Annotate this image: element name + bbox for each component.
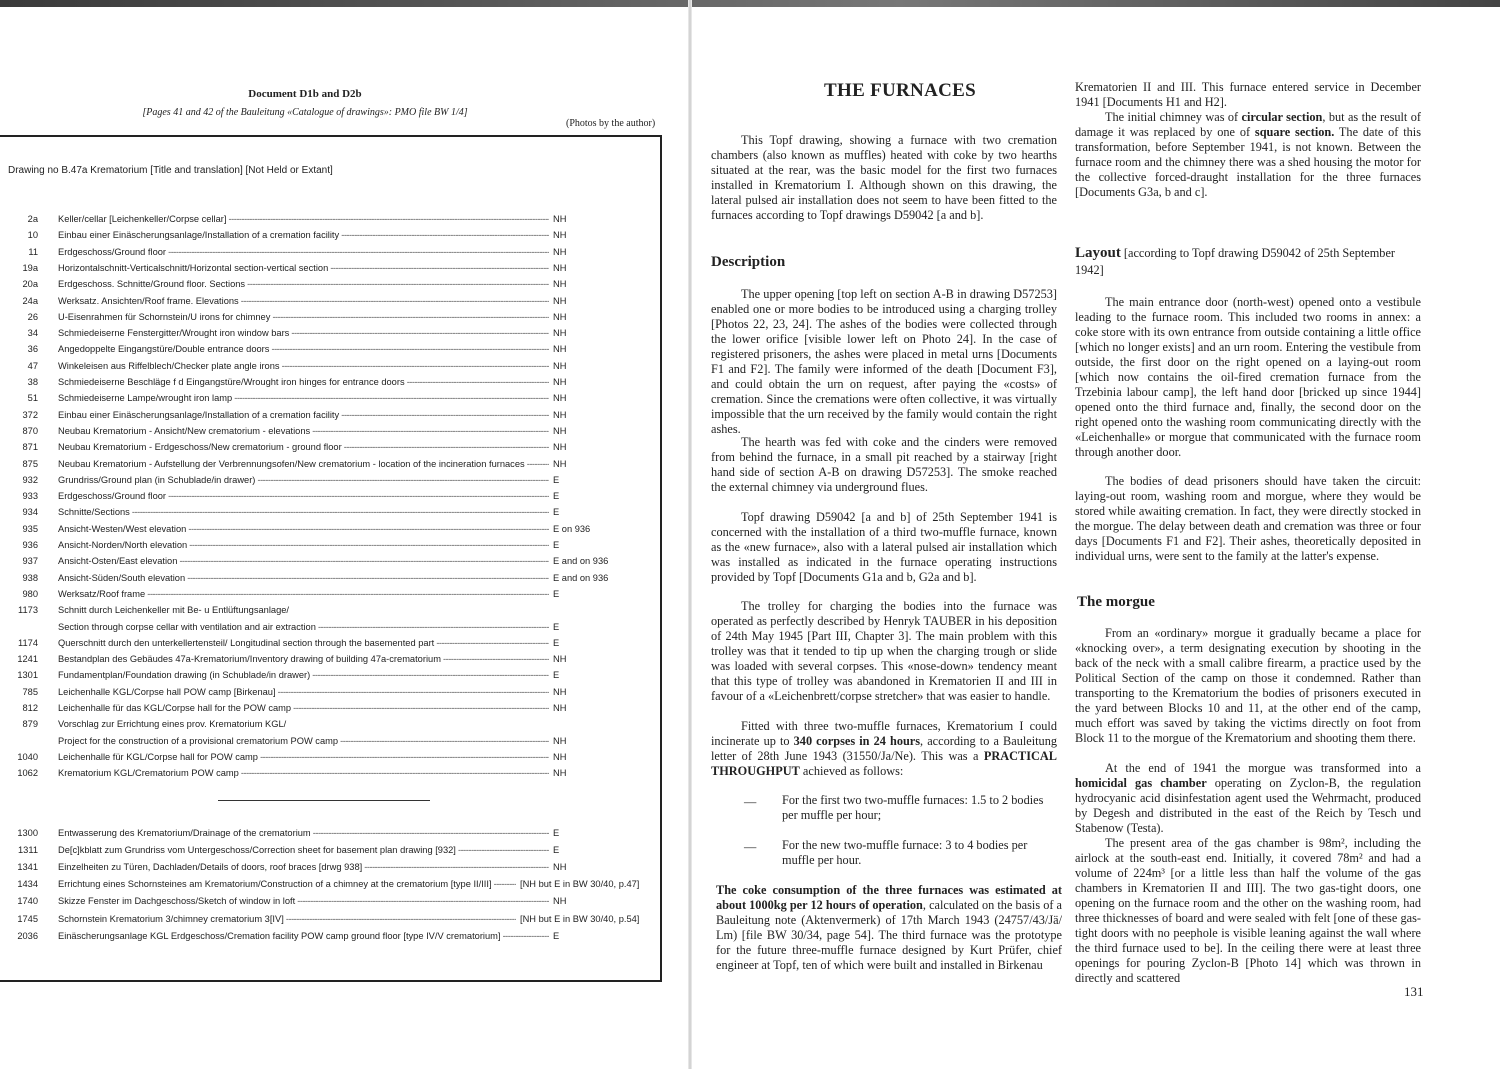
drawing-status: E bbox=[553, 507, 560, 518]
drawing-number: 1062 bbox=[17, 768, 38, 779]
drawing-number: 2036 bbox=[17, 930, 38, 941]
description-paragraph-3: Topf drawing D59042 [a and b] of 25th September 1941 is concerned with the installation of a third two-muffle furnace, known as the «new furnace», also with a lateral pulsed air installation which was installed as indicated in the furnace operating instructions provided by Topf [Documents G1a and b, G2a and b]. bbox=[711, 510, 1057, 584]
drawing-row bbox=[0, 928, 660, 944]
drawing-row bbox=[0, 619, 660, 635]
drawing-row bbox=[0, 537, 660, 553]
drawing-number: 1241 bbox=[17, 654, 38, 665]
drawing-status: NH bbox=[553, 862, 567, 873]
drawing-status: NH bbox=[553, 751, 567, 762]
drawing-row bbox=[0, 325, 660, 341]
drawing-row bbox=[0, 293, 660, 309]
drawing-status: NH bbox=[553, 442, 567, 453]
drawing-number: 1300 bbox=[17, 828, 38, 838]
drawing-status: NH bbox=[553, 311, 567, 322]
drawing-number: 870 bbox=[22, 425, 38, 436]
drawing-description: Angedoppelte Eingangstüre/Double entrance doors ----- bbox=[58, 341, 549, 357]
drawing-row bbox=[0, 456, 660, 472]
list-dash-2: — bbox=[744, 840, 757, 854]
description-paragraph-1: The upper opening [top left on section A-B in drawing D57253] enabled one or more bodies to be introduced using a charging trolley [Photos 22, 23, 24]. The ashes of the bodies were collected through the lower orifice [visible lower left on Photo 24]. In the case of registered prisoners, the ashes were placed in metal urns [Documents F1 and F2]. The family were informed of the death [Document F3], and could obtain the urn on request, after paying the «costs» of cremation. Since the cremations were often collective, it was virtually impossible that the urn received by the family would contain the right ashes. bbox=[711, 287, 1057, 436]
drawing-description: Keller/cellar [Leichenkeller/Corpse cellar] ----- bbox=[58, 211, 549, 227]
drawing-status: NH bbox=[553, 896, 567, 907]
intro-paragraph: This Topf drawing, showing a furnace with two cremation chambers (also known as muffles) heated with coke by two hearths situated at the rear, was the basic model for the first two furnaces installed in Krematorium I. Although shown on this drawing, the lateral pulsed air installation does not seem to have been fitted to the furnaces according to Topf drawings D59042 [a and b]. bbox=[711, 133, 1057, 222]
drawing-row bbox=[0, 390, 660, 406]
drawing-description: Schmiedeiserne Beschläge f d Eingangstüre/Wrought iron hinges for entrance doors ----- bbox=[58, 374, 549, 390]
throughput-item-1: For the first two two-muffle furnaces: 1.5 to 2 bodies per muffle per hour; bbox=[782, 793, 1044, 822]
throughput-item-2: For the new two-muffle furnace: 3 to 4 bodies per muffle per hour. bbox=[782, 838, 1028, 867]
drawing-row bbox=[0, 374, 660, 390]
drawing-row bbox=[0, 635, 660, 651]
drawing-description: Krematorium KGL/Crematorium POW camp ----- bbox=[58, 765, 549, 781]
drawing-status: NH bbox=[553, 735, 567, 746]
drawing-status: E bbox=[553, 491, 560, 502]
drawing-row bbox=[0, 341, 660, 357]
drawing-number: 933 bbox=[22, 491, 38, 502]
drawing-description: Entwasserung des Krematorium/Drainage of the crematorium ----- bbox=[58, 825, 549, 841]
drawing-number: 936 bbox=[22, 540, 38, 550]
throughput-text-a: Fitted with three two-muffle furnaces, Krematorium I could incinerate up to bbox=[711, 719, 1057, 748]
photos-note: (Photos by the author) bbox=[566, 118, 656, 129]
drawing-description: Schmiedeiserne Fenstergitter/Wrought iron window bars ----- bbox=[58, 325, 549, 341]
throughput-text-b: , according to a Bauleitung letter of 28th June 1943 (31550/Ja/Ne). This was a bbox=[711, 734, 1057, 763]
drawing-row bbox=[0, 700, 660, 716]
drawing-status: E bbox=[553, 588, 560, 599]
drawing-status: NH bbox=[553, 654, 567, 665]
chimney-paragraph bbox=[1075, 110, 1421, 200]
drawing-status: NH bbox=[553, 344, 567, 355]
drawing-row bbox=[0, 825, 660, 841]
drawing-number: 1174 bbox=[18, 637, 38, 648]
document-title: Document D1b and D2b bbox=[248, 88, 362, 100]
drawing-row bbox=[0, 521, 660, 537]
drawing-row bbox=[0, 859, 660, 875]
drawing-description: Neubau Krematorium - Erdgeschoss/New crematorium - ground floor ----- bbox=[58, 439, 549, 455]
drawing-description: Section through corpse cellar with ventilation and air extraction ----- bbox=[58, 619, 549, 635]
drawing-status: NH bbox=[553, 328, 567, 339]
drawing-number: 1040 bbox=[17, 751, 38, 762]
throughput-bold-a: 340 corpses in 24 hours bbox=[793, 734, 921, 748]
chimney-text-c: The date of this transformation, before September 1941, is not known. Between the furnace room and the chimney there was a shed housing the motor for the collective forced-draught installation for the three furnaces [Documents G3a, b and c]. bbox=[1075, 125, 1421, 199]
drawing-description: Erdgeschoss/Ground floor ----- bbox=[58, 244, 549, 260]
drawing-row bbox=[0, 651, 660, 667]
drawing-description: Leichenhalle für KGL/Corpse hall for POW camp ----- bbox=[58, 749, 549, 765]
gas-text-a: At the end of 1941 the morgue was transformed into a bbox=[1105, 761, 1421, 775]
drawing-status: E bbox=[553, 930, 560, 941]
drawing-number: 24a bbox=[22, 295, 38, 306]
drawing-description: Skizze Fenster im Dachgeschoss/Sketch of window in loft ----- bbox=[58, 893, 549, 909]
throughput-bold-b: PRACTICAL THROUGHPUT bbox=[711, 749, 1057, 778]
drawing-status: E bbox=[553, 474, 560, 485]
list-separator bbox=[218, 800, 430, 801]
drawing-row bbox=[0, 276, 660, 292]
drawing-status: E bbox=[553, 828, 560, 838]
drawing-row bbox=[0, 733, 660, 749]
drawing-row bbox=[0, 602, 660, 618]
description-paragraph-2: The hearth was fed with coke and the cinders were removed from behind the furnace, in a small pit reached by a stairway [right hand side of section A-B on drawing D57253]. The smoke reached the external chimney via underground flues. bbox=[711, 435, 1057, 494]
drawing-status: E bbox=[553, 637, 560, 648]
drawing-status: E bbox=[553, 540, 560, 550]
drawing-description: Leichenhalle KGL/Corpse hall POW camp [Birkenau] ----- bbox=[58, 684, 549, 700]
right-paragraph-0: Krematorien II and III. This furnace entered service in December 1941 [Documents H1 and H2]. bbox=[1075, 80, 1421, 109]
drawing-number: 1434 bbox=[17, 879, 38, 890]
drawing-status: NH bbox=[553, 768, 567, 779]
description-heading: Description bbox=[711, 254, 786, 270]
drawing-row bbox=[0, 472, 660, 488]
drawing-description: Schornstein Krematorium 3/chimney crematorium 3[IV] ----- bbox=[58, 911, 516, 927]
morgue-heading: The morgue bbox=[1077, 594, 1155, 610]
drawing-description: Neubau Krematorium - Aufstellung der Verbrennungsofen/New crematorium - location of the incineration furnaces ----- bbox=[58, 456, 549, 472]
drawing-row bbox=[0, 504, 660, 520]
drawing-status: NH bbox=[553, 703, 567, 713]
drawing-number: 871 bbox=[22, 442, 38, 453]
drawing-row bbox=[0, 570, 660, 586]
coke-text: , calculated on the basis of a Bauleitung note (Aktenvermerk) of 17th March 1943 (24757/43/Jä/ Lm) [file BW 30/34, page 54]. The third furnace was the prototype for the future three-muffle furnace designed by Kurt Prüfer, chief engineer at Topf, ten of which were built and installed in Birkenau bbox=[716, 898, 1062, 972]
drawing-description: Project for the construction of a provisional crematorium POW camp ----- bbox=[58, 733, 549, 749]
drawing-description: Ansicht-Norden/North elevation ----- bbox=[58, 537, 549, 553]
chimney-bold-b: square section. bbox=[1254, 125, 1335, 139]
page-number: 131 bbox=[1404, 984, 1424, 999]
drawing-number: 934 bbox=[22, 507, 38, 518]
drawing-status: NH bbox=[553, 279, 567, 290]
drawing-description: Ansicht-Westen/West elevation ----- bbox=[58, 521, 549, 537]
drawing-row bbox=[0, 586, 660, 602]
gas-chamber-paragraph bbox=[1075, 761, 1421, 836]
morgue-paragraph: From an «ordinary» morgue it gradually became a place for «knocking over», a term designating execution by shooting in the back of the neck with a small calibre firearm, a practice used by the Political Section of the camp on those it condemned. Rather than transporting to the Krematorium the bodies of prisoners executed in the yard between Blocks 10 and 11, at the other end of the camp, much effort was saved by taking the victims directly on foot from Block 11 to the morgue of the Krematorium and shooting them there. bbox=[1075, 626, 1421, 745]
drawing-number: 1301 bbox=[17, 670, 38, 681]
drawing-description: Schnitt durch Leichenkeller mit Be- u Entlüftungsanlage/ bbox=[58, 605, 290, 616]
drawing-number: 51 bbox=[27, 393, 38, 404]
drawing-description: Werksatz/Roof frame ----- bbox=[58, 586, 549, 602]
drawing-row bbox=[0, 407, 660, 423]
drawing-row bbox=[0, 227, 660, 243]
drawing-description: Einäscherungsanlage KGL Erdgeschoss/Cremation facility POW camp ground floor [type IV/V crematorium] ----- bbox=[58, 928, 549, 944]
drawing-description: Fundamentplan/Foundation drawing (in Schublade/in drawer) ----- bbox=[58, 667, 549, 683]
drawing-description: Winkeleisen aus Riffelblech/Checker plate angle irons ----- bbox=[58, 358, 549, 374]
drawing-row bbox=[0, 309, 660, 325]
drawing-status: NH bbox=[553, 262, 567, 273]
drawing-number: 11 bbox=[28, 246, 38, 257]
drawing-status: E on 936 bbox=[553, 523, 591, 534]
drawing-row bbox=[0, 684, 660, 700]
drawing-number: 36 bbox=[27, 344, 38, 355]
drawing-number: 1311 bbox=[18, 845, 38, 856]
drawing-number: 20a bbox=[22, 279, 38, 290]
drawing-row bbox=[0, 211, 660, 227]
drawing-description: Grundriss/Ground plan (in Schublade/in drawer) ----- bbox=[58, 472, 549, 488]
drawing-status: NH bbox=[553, 230, 567, 241]
drawing-description: Einbau einer Einäscherungsanlage/Installation of a cremation facility ----- bbox=[58, 407, 549, 423]
drawing-number: 38 bbox=[27, 377, 38, 387]
drawing-description: Schnitte/Sections ----- bbox=[58, 504, 549, 520]
drawing-status: E and on 936 bbox=[553, 572, 609, 583]
drawing-number: 1341 bbox=[17, 862, 38, 873]
drawing-row bbox=[0, 260, 660, 276]
drawing-number: 1745 bbox=[17, 913, 38, 924]
drawing-number: 34 bbox=[27, 328, 38, 339]
throughput-paragraph bbox=[711, 719, 1057, 779]
drawing-row bbox=[0, 358, 660, 374]
drawing-description: Erdgeschoss. Schnitte/Ground floor. Sections ----- bbox=[58, 276, 549, 292]
drawing-row bbox=[0, 439, 660, 455]
drawing-status: E bbox=[553, 670, 560, 681]
drawing-number: 935 bbox=[22, 523, 38, 534]
drawing-row bbox=[0, 765, 660, 781]
drawing-status: [NH but E in BW 30/40, p.47] bbox=[520, 879, 640, 890]
list-dash-1: — bbox=[744, 795, 757, 809]
layout-heading-block bbox=[1075, 245, 1421, 279]
drawing-row bbox=[0, 244, 660, 260]
description-paragraph-4: The trolley for charging the bodies into the furnace was operated as perfectly described by Henryk TAUBER in his deposition of 24th May 1945 [Part III, Chapter 3]. The main problem with this trolley was that it tended to tip up when the charging trough or slide was loaded with several corpses. This «nose-down» tendency meant that this type of trolley was abandoned in Krematorien II and III in favour of a «Leichenbrett/corpse stretcher» that was easier to handle. bbox=[711, 599, 1057, 703]
drawing-status: NH bbox=[553, 425, 567, 436]
layout-paragraph: The main entrance door (north-west) opened onto a vestibule leading to the furnace room. This included two rooms in annex: a coke store with its own entrance from outside containing a little office [which no longer exists] and an urn room. Entering the vestibule from outside, the first door on the right opened on a laying-out room [which now contains the oil-fired cremation furnace from the Trzebinia labour camp], the left hand door [bricked up since 1944] opened onto the third furnace and, finally, the second door on the right opened onto the washing room communicating directly with the «Leichenhalle» or morgue that communicated with the furnace room through another door. bbox=[1075, 295, 1421, 459]
drawing-row bbox=[0, 423, 660, 439]
drawing-description: Bestandplan des Gebäudes 47a-Krematorium/Inventory drawing of building 47a-crematorium ----- bbox=[58, 651, 549, 667]
scan-top-edge bbox=[0, 0, 1500, 7]
drawing-status: NH bbox=[553, 393, 567, 404]
chimney-bold-a: circular section bbox=[1241, 110, 1323, 124]
drawings-table-header: Drawing no B.47a Krematorium [Title and translation] [Not Held or Extant] bbox=[8, 165, 333, 176]
drawing-row bbox=[0, 667, 660, 683]
drawing-row bbox=[0, 842, 660, 858]
chapter-title: THE FURNACES bbox=[824, 80, 976, 101]
gas-bold: homicidal gas chamber bbox=[1075, 776, 1207, 790]
drawing-number: 372 bbox=[22, 409, 38, 420]
drawing-status: E bbox=[553, 621, 560, 632]
drawing-row bbox=[0, 911, 660, 927]
drawing-description: Leichenhalle für das KGL/Corpse hall for the POW camp ----- bbox=[58, 700, 549, 716]
drawing-number: 10 bbox=[27, 230, 38, 241]
drawing-status: NH bbox=[553, 295, 567, 306]
drawing-number: 26 bbox=[27, 311, 38, 322]
circuit-paragraph: The bodies of dead prisoners should have taken the circuit: laying-out room, washing room and morgue, where they would be stored while awaiting cremation. In fact, they were directly stocked in the morgue. The delay between death and cremation was three or four days [Documents F1 and F2]. Their ashes, theoretically deposited in individual urns, were sent to the family at the latter's expense. bbox=[1075, 474, 1421, 563]
drawing-number: 812 bbox=[22, 703, 38, 713]
chimney-text-a: The initial chimney was of bbox=[1105, 110, 1242, 124]
drawing-number: 1740 bbox=[17, 896, 38, 907]
drawing-description: Schmiedeiserne Lampe/wrought iron lamp ----- bbox=[58, 390, 549, 406]
drawing-number: 938 bbox=[22, 572, 38, 583]
drawing-number: 2a bbox=[27, 214, 38, 224]
drawing-description: Einzelheiten zu Türen, Dachladen/Details of doors, roof braces [drwg 938] ----- bbox=[58, 859, 549, 875]
coke-consumption-paragraph bbox=[716, 883, 1062, 973]
drawing-number: 937 bbox=[22, 556, 38, 567]
gas-text-b: operating on Zyclon-B, the regulation hydrocyanic acid disinfestation agent used the Wehrmacht, produced by Degesh and distributed in the east of the Reich by Tesch und Stabenow (Testa). bbox=[1075, 776, 1422, 835]
drawing-status: NH bbox=[553, 246, 567, 257]
drawing-description: U-Eisenrahmen für Schornstein/U irons for chimney ----- bbox=[58, 309, 549, 325]
book-fold bbox=[688, 0, 692, 1069]
drawing-description: Querschnitt durch den unterkellertensteil/ Longitudinal section through the basemented part ----- bbox=[58, 635, 549, 651]
drawing-status: NH bbox=[553, 686, 567, 697]
drawing-description: Erdgeschoss/Ground floor ----- bbox=[58, 488, 549, 504]
drawing-row bbox=[0, 716, 660, 732]
drawing-status: NH bbox=[553, 458, 567, 469]
drawing-row bbox=[0, 893, 660, 909]
drawing-status: E bbox=[553, 845, 560, 856]
document-subtitle: [Pages 41 and 42 of the Bauleitung «Catalogue of drawings»: PMO file BW 1/4] bbox=[142, 107, 468, 118]
drawing-number: 879 bbox=[22, 719, 38, 730]
drawing-description: Einbau einer Einäscherungsanlage/Installation of a cremation facility ----- bbox=[58, 227, 549, 243]
drawing-row bbox=[0, 749, 660, 765]
drawing-description: Ansicht-Süden/South elevation ----- bbox=[58, 570, 549, 586]
drawing-status: NH bbox=[553, 214, 567, 224]
drawing-description: Neubau Krematorium - Ansicht/New crematorium - elevations ----- bbox=[58, 423, 549, 439]
drawing-status: [NH but E in BW 30/40, p.54] bbox=[520, 913, 640, 924]
drawing-row bbox=[0, 553, 660, 569]
drawing-number: 785 bbox=[22, 686, 38, 697]
drawing-number: 19a bbox=[22, 262, 38, 273]
drawing-status: NH bbox=[553, 377, 567, 387]
chimney-text-b: , but as the result of damage it was replaced by one of bbox=[1075, 110, 1421, 139]
drawing-status: NH bbox=[553, 360, 567, 371]
drawing-row bbox=[0, 876, 660, 892]
layout-subheading: [according to Topf drawing D59042 of 25th September 1942] bbox=[1075, 246, 1396, 277]
coke-bold: The coke consumption of the three furnaces was estimated at about 1000kg per 12 hours of operation bbox=[716, 883, 1062, 912]
throughput-text-c: achieved as follows: bbox=[799, 764, 904, 778]
drawing-description: Horizontalschnitt-Verticalschnitt/Horizontal section-vertical section ----- bbox=[58, 260, 549, 276]
drawing-description: Werksatz. Ansichten/Roof frame. Elevations ----- bbox=[58, 293, 549, 309]
drawing-number: 1173 bbox=[18, 605, 38, 616]
drawing-row bbox=[0, 488, 660, 504]
drawing-status: NH bbox=[553, 409, 567, 420]
drawing-description: Ansicht-Osten/East elevation ----- bbox=[58, 553, 549, 569]
gas-chamber-area-paragraph: The present area of the gas chamber is 98m², including the airlock at the south-east end. Initially, it covered 78m² and had a volume of 224m³ [or a little less than half the volume of the gas chambers in Krematorien II and III]. The two gas-tight doors, one opening on the furnace room and the other on the washing room, had three thicknesses of board and were sealed with felt [one of these gas-tight doors with no peephole is visible leaning against the wall where the third furnace used to be]. In the ceiling there were at least three openings for pouring Zyclon-B [Photo 14] which was thrown in directly and scattered bbox=[1075, 836, 1421, 985]
drawing-status: E and on 936 bbox=[553, 556, 609, 567]
drawing-description: Vorschlag zur Errichtung eines prov. Krematorium KGL/ bbox=[58, 719, 287, 730]
drawing-number: 47 bbox=[27, 360, 38, 371]
drawing-number: 875 bbox=[22, 458, 38, 469]
layout-heading: Layout bbox=[1075, 245, 1121, 261]
drawing-number: 980 bbox=[22, 588, 38, 599]
drawing-number: 932 bbox=[22, 474, 38, 485]
drawing-description: De[c]kblatt zum Grundriss vom Untergeschoss/Correction sheet for basement plan drawing [932] ----- bbox=[58, 842, 549, 858]
drawing-description: Errichtung eines Schornsteines am Krematorium/Construction of a chimney at the crematorium [type II/III] ----- bbox=[58, 876, 516, 892]
